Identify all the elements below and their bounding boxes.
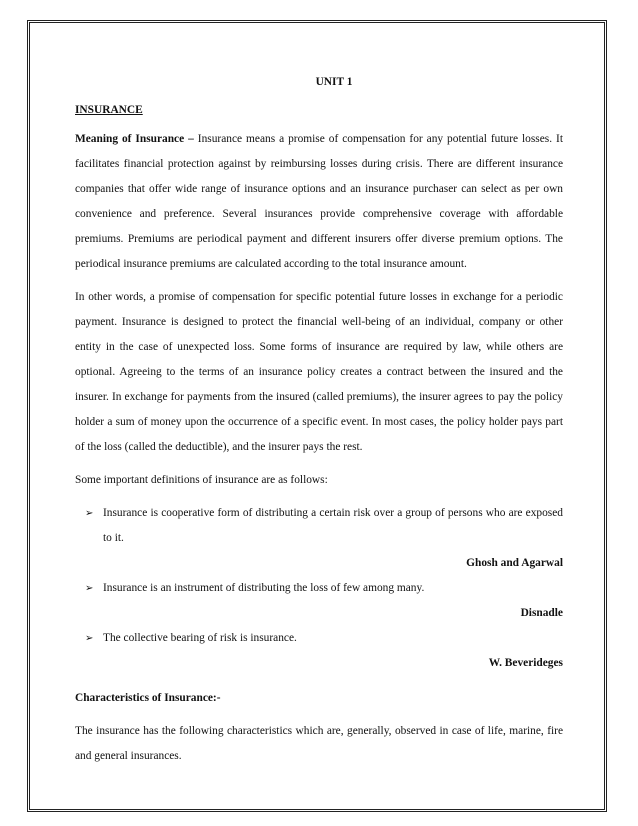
meaning-paragraph — [75, 127, 563, 277]
meaning-text: Insurance means a promise of compensation for any potential future losses. It facilitates financial protection against by reimbursing losses during crisis. There are different insurance companies that offer wide range of insurance options and an insurance purchaser can select as per own convenience and preference. Several insurances provide comprehensive coverage with affordable premiums. Premiums are periodical payment and different insurers offer diverse premium options. The periodical insurance premiums are calculated according to the total insurance amount. — [75, 133, 563, 270]
definition-item — [75, 626, 563, 676]
arrow-bullet-icon: ➢ — [85, 633, 94, 644]
definitions-list — [75, 501, 563, 676]
arrow-bullet-icon: ➢ — [85, 583, 94, 594]
definition-text: Insurance is cooperative form of distributing a certain risk over a group of persons who are exposed to it. — [103, 507, 563, 544]
definition-author: Ghosh and Agarwal — [466, 557, 563, 569]
section-heading: INSURANCE — [75, 104, 143, 116]
arrow-bullet-icon: ➢ — [85, 508, 94, 519]
definition-author: Disnadle — [520, 607, 563, 619]
document-body — [75, 70, 563, 777]
definition-item — [75, 576, 563, 626]
definition-author: W. Beverideges — [488, 657, 563, 669]
definition-text: The collective bearing of risk is insurance. — [103, 632, 297, 644]
characteristics-heading: Characteristics of Insurance:- — [75, 692, 221, 704]
definition-text: Insurance is an instrument of distributing the loss of few among many. — [103, 582, 425, 594]
characteristics-paragraph: The insurance has the following characteristics which are, generally, observed in case of life, marine, fire and general insurances. — [75, 725, 563, 762]
definition-item — [75, 501, 563, 576]
other-words-paragraph: In other words, a promise of compensation for specific potential future losses in exchange for a periodic payment. Insurance is designed to protect the financial well-being of an individual, company or other entity in the case of unexpected loss. Some forms of insurance are required by law, while others are optional. Agreeing to the terms of an insurance policy creates a contract between the insured and the insurer. In exchange for payments from the insured (called premiums), the insurer agrees to pay the policy holder a sum of money upon the occurrence of a specific event. In most cases, the policy holder pays part of the loss (called the deductible), and the insurer pays the rest. — [75, 291, 563, 453]
definitions-intro: Some important definitions of insurance are as follows: — [75, 474, 328, 486]
unit-title: UNIT 1 — [315, 76, 353, 88]
meaning-term: Meaning of Insurance – — [75, 133, 194, 145]
